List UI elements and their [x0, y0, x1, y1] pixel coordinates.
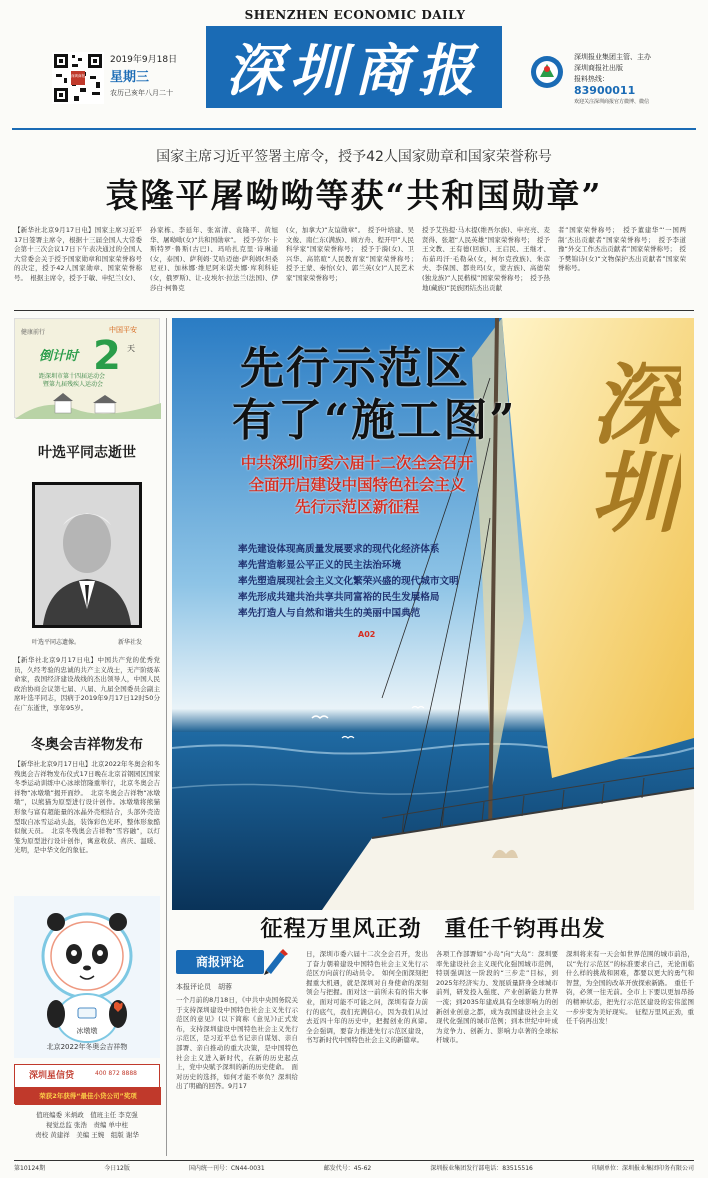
feature-page-ref[interactable]: A02 — [358, 630, 376, 639]
mascot-caption: 北京2022年冬奥会吉祥物 — [46, 1043, 128, 1051]
commentary-byline: 本报评论员 胡蓉 — [176, 983, 232, 991]
obituary-credit: 新华社发 — [118, 639, 143, 646]
ad-brand: 中国平安 — [109, 326, 137, 334]
footer-postal-code: 邮发代号：45-62 — [323, 1165, 372, 1172]
obituary-title: 叶选平同志逝世 — [38, 445, 136, 461]
feature-subtitle-line-3: 先行示范区新征程 — [294, 498, 419, 516]
obituary-portrait — [32, 482, 142, 628]
hotline-label: 报料热线： — [574, 75, 609, 83]
editor-credits — [14, 1110, 160, 1140]
countdown-label: 倒计时 — [39, 349, 79, 364]
headline-column-2: 孙家栋、李延年、张富清、袁隆平、黄旭华、屠呦呦(女)“共和国勋章”。 授予劳尔·卡斯特罗·鲁斯(古巴)、玛哈扎克里·诗琳通(女，泰国)、萨利姆·艾哈迈德·萨利姆(坦桑尼亚)、加林娜·维尼阿米诺夫娜·库利科娃(女，俄罗斯)、让-皮埃尔·拉法兰(法国)、伊莎白·柯鲁克 — [150, 226, 278, 292]
qr-label: 深圳商报 — [71, 74, 85, 78]
ad-tag: 健康前行 — [21, 329, 46, 336]
newspaper-logo — [206, 26, 502, 108]
masthead-english-name: SHENZHEN ECONOMIC DAILY — [244, 8, 466, 22]
feature-subtitle-line-2: 全面开启建设中国特色社会主义 — [248, 476, 466, 494]
wechat-note: 欢迎关注深圳商报官方微博、微信 — [574, 99, 650, 105]
commentary-badge-label: 商报评论 — [176, 950, 264, 974]
footer-issue: 第10124期 — [14, 1165, 46, 1172]
lunar-date: 农历己亥年八月二十 — [110, 89, 173, 97]
obituary-caption: 叶选平同志遗像。 — [32, 639, 81, 646]
mascot-name: 冰墩墩 — [76, 1027, 98, 1035]
footer-printer: 印刷单位：深圳报业集团印务有限公司 — [591, 1165, 694, 1172]
qr-code[interactable] — [52, 52, 104, 104]
feature-subtitle-line-1: 中共深圳市委六届十二次全会召开 — [240, 454, 474, 472]
footer — [14, 1163, 694, 1175]
loan-ad-brand: 深圳星信贷 — [29, 1071, 75, 1081]
issue-date: 2019年9月18日 — [110, 55, 178, 65]
commentary-badge — [176, 950, 296, 976]
feature-title-line-2: 有了“施工图” — [232, 395, 517, 446]
qr-code-icon — [52, 52, 104, 104]
loan-ad[interactable] — [14, 1064, 160, 1104]
footer-pages: 今日12版 — [104, 1165, 130, 1172]
commentary-headline: 征程万里风正劲 重任千钧再出发 — [260, 916, 606, 942]
headline-column-5: 者”国家荣誉称号； 授予董建华“‘一国两制’杰出贡献者”国家荣誉称号； 授予李道豫“外交工作杰出贡献者”国家荣誉称号； 授予樊锦诗(女)“文物保护杰出贡献者”国家荣誉称号。 — [558, 226, 686, 273]
headline-column-3: (女，加拿大)“友谊勋章”。 授予叶培建、吴文俊、南仁东(满族)、顾方舟、程开甲“人民科学家”国家荣誉称号； 授予于漪(女)、卫兴华、高铭暄“人民教育家”国家荣誉称号； 授予王蒙、秦怡(女)、郭兰英(女)“人民艺术家”国家荣誉称号； — [286, 226, 421, 282]
obituary-body: 【新华社北京9月17日电】中国共产党的优秀党员，久经考验的忠诚的共产主义战士，无产阶级革命家，我国经济建设战线的杰出领导人，中国人民政治协商会议第七届、八届、九届全国委员会副主席叶选平同志，因病于2019年9月17日12时50分在广东逝世，享年95岁。 — [14, 656, 160, 712]
mascot-title: 冬奥会吉祥物发布 — [31, 737, 143, 753]
newspaper-logo-text: 深圳商报 — [226, 38, 482, 104]
pen-icon — [260, 946, 290, 976]
sports-countdown-ad[interactable] — [14, 318, 160, 418]
masthead — [0, 0, 708, 130]
feature-title-line-1: 先行示范区 — [240, 343, 470, 394]
editor-line-1: 值班编委 米炳政 值班主任 李克强 — [36, 1111, 138, 1119]
editor-line-2: 视觉总监 张浩 责编 单中柱 — [45, 1121, 129, 1129]
footer-distribution-phone: 深圳报业集团发行部电话：83515516 — [430, 1165, 533, 1172]
countdown-unit: 天 — [127, 344, 135, 353]
commentary-column-2: 日，深圳市委六届十二次全会召开，发出了奋力朝着建设中国特色社会主义先行示范区方向前行的动员令。 如何全面深刻把握重大机遇，就是深圳对自身使命的深刻领会与把握。面对这一前所未有的伟大事业，面对可能不可能之问，深圳有奋力前行的底气，我们充满信心，因为我们从过去近四十年的历史中，把握创业的真谛。 全会强调，要奋力推进先行示范区建设，书写新时代中国特色社会主义的新篇章。 — [306, 950, 435, 1045]
loan-ad-phone: 400 872 8888 — [95, 1070, 137, 1077]
masthead-divider — [12, 128, 696, 130]
feature-bullet: 率先建设体现高质量发展要求的现代化经济体系 — [238, 544, 440, 555]
footer-cn-number: 国内统一刊号：CN44-0031 — [188, 1165, 265, 1172]
feature-subtitle — [192, 452, 522, 518]
feature-bullet: 率先营造彰显公平正义的民主法治环境 — [238, 560, 402, 571]
feature-panel[interactable] — [172, 318, 694, 910]
feature-bullets — [238, 542, 538, 622]
publisher-line-2: 深圳商报社出版 — [574, 64, 623, 72]
editor-line-3: 责校 黄建祥 美编 王婉 组版 谢华 — [35, 1131, 139, 1139]
footer-divider — [14, 1160, 694, 1161]
mascot-body: 【新华社北京9月17日电】北京2022年冬奥会和冬残奥会吉祥物发布仪式17日晚在北京首钢园区国家冬季运动训练中心冰球馆隆重举行，北京冬奥会吉祥物“冰墩墩”揭开面纱。 北京冬奥会吉祥物“冰墩墩”，以熊猫为原型进行设计创作。冰墩墩将熊猫形象与富有超能量的冰晶外壳相结合，头部外壳造型取自冰雪运动头盔，装饰彩色光环，整体形象酷似航天员。 北京冬残奥会吉祥物“雪容融”，以灯笼为原型进行设计创作，寓意收获、喜庆、温暖、光明，是中华文化的象征。 — [14, 760, 160, 855]
feature-calligraphy: 深圳 — [577, 358, 681, 534]
feature-bullet: 率先打造人与自然和谐共生的美丽中国典范 — [238, 608, 421, 619]
hotline-number: 83900011 — [574, 84, 636, 97]
headline-column-1: 【新华社北京9月17日电】国家主席习近平17日签署主席令，根据十三届全国人大常委会第十三次会议17日下午表决通过的全国人大常委会关于授予国家勋章和国家荣誉称号的决定，授予42人国家勋章、国家荣誉称号。 根据主席令，授予于敏、申纪兰(女)、 — [14, 226, 142, 282]
issue-weekday: 星期三 — [110, 70, 150, 85]
publisher-line-1: 深圳报业集团主管、主办 — [574, 53, 651, 61]
commentary-column-3: 各项工作部署如“小岛”向“大岛”：深圳要率先建设社会主义现代化强国城市范例，特别强调这一阶段的“三步走”目标，到2025年经济实力、发展质量跻身全球城市前列，研发投入强度、产业创新能力世界一流；到2035年建成具有全球影响力的创新创业创意之都，成为我国建设社会主义现代化强国的城市范例；到本世纪中叶成为竞争力、创新力、影响力卓著的全球标杆城市。 — [436, 950, 558, 1045]
group-emblem-icon — [530, 55, 564, 89]
sidebar-divider — [166, 318, 167, 1156]
feature-bullet: 率先形成共建共治共享共同富裕的民生发展格局 — [238, 592, 440, 603]
portrait-icon — [35, 485, 139, 625]
countdown-line-1: 距深圳市第十四届运动会 — [39, 373, 106, 380]
headline-column-4: 授予艾热提·马木提(维吾尔族)、申亮亮、麦贤得、张超“人民英雄”国家荣誉称号； 授予王文教、王有德(回族)、王启民、王继才、布茹玛汗·毛勒朵(女，柯尔克孜族)、朱彦夫、李保国、都贵玛(女，蒙古族)、高德荣(独龙族)“人民楷模”国家荣誉称号； 授予热地(藏族)“民族团结杰出贡献 — [422, 226, 550, 292]
countdown-number: 2 — [93, 333, 121, 379]
village-illustration-icon — [15, 387, 161, 419]
mascot-image — [14, 896, 160, 1058]
loan-ad-slogan: 荣获2年获得“最佳小贷公司”奖项 — [15, 1087, 161, 1105]
commentary-column-1: 一个月前的8月18日，《中共中央国务院关于支持深圳建设中国特色社会主义先行示范区的意见》(以下简称《意见》)正式发布，支持深圳建设中国特色社会主义先行示范区，是习近平总书记亲自谋划、亲自部署、亲自推动的重大决策，是中国特色社会主义进入新时代，在新的历史起点上，党中央赋予深圳的新的历史使命。 面对历史的选择，如何才能不辜负？深圳给出了明确的回答。9月17 — [176, 996, 298, 1091]
headline-kicker: 国家主席习近平签署主席令，授予42人国家勋章和国家荣誉称号 — [156, 149, 552, 165]
feature-bullet: 率先塑造展现社会主义文化繁荣兴盛的现代城市文明 — [238, 576, 459, 587]
headline-divider — [14, 310, 694, 311]
commentary-column-4: 深圳将来有一天会如世界范围的城市前沿，以“先行示范区”的标准要求自己，无论面临什么样的挑战和困难，都要以更大的勇气和智慧，为全国的改革开放探索新路。 重任千钧，必须一往无前。全市上下要以更加昂扬的精神状态，把先行示范区建设的宏伟蓝图一步步变为美好现实。 征程万里风正劲，重任千钧再出发！ — [566, 950, 694, 1026]
countdown-line-2: 暨第九届残疾人运动会 — [43, 381, 104, 388]
headline-article — [14, 226, 694, 304]
headline-main: 袁隆平屠呦呦等获“共和国勋章” — [105, 176, 603, 215]
